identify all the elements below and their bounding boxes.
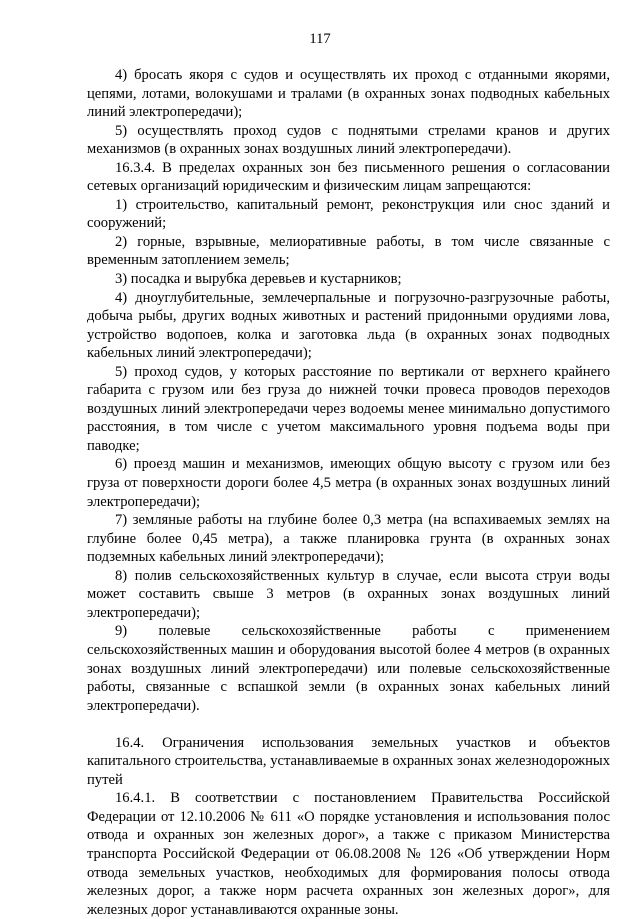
prohibition-item-3: 3) посадка и вырубка деревьев и кустарников; xyxy=(115,271,402,288)
prohibition-item-5: 5) проход судов, у которых расстояние по вертикали от верхнего крайнего габарита с грузом или без груза до нижней точки провеса проводов переходов воздушных линий электропередачи через водоемы менее минимально допустимого расстояния, в том числе с учетом максимального уровня подъема воды при паводке; xyxy=(87,363,610,454)
prohibition-item-9: 9) полевые сельскохозяйственные работы с применением сельскохозяйственных машин и оборудования высотой более 4 метров (в охранных зонах воздушных линий электропередачи) или полевые сельскохозяйственные работы, связанные с вспашкой земли (в охранных зонах кабельных линий электропередачи). xyxy=(87,623,610,714)
prohibition-item-4: 4) дноуглубительные, землечерпальные и погрузочно-разгрузочные работы, добыча рыбы, других водных животных и растений придонными орудиями лова, устройство водопоев, колка и заготовка льда (в охранных зонах подводных кабельных линий электропередачи); xyxy=(87,289,610,362)
prohibition-item-2: 2) горные, взрывные, мелиоративные работы, в том числе связанные с временным затоплением земель; xyxy=(87,233,610,269)
prohibition-item-8: 8) полив сельскохозяйственных культур в случае, если высота струи воды может составить свыше 3 метров (в охранных зонах воздушных линий электропередачи); xyxy=(87,567,610,621)
prohibition-item-1: 1) строительство, капитальный ремонт, реконструкция или снос зданий и сооружений; xyxy=(87,196,610,232)
prohibition-item-7: 7) земляные работы на глубине более 0,3 метра (на вспахиваемых землях на глубине более 0,45 метра), а также планировка грунта (в охранных зонах подземных кабельных линий электропередачи); xyxy=(87,512,610,566)
clause-16-3-4: 16.3.4. В пределах охранных зон без письменного решения о согласовании сетевых организаций юридическим и физическим лицам запрещаются: xyxy=(87,159,610,195)
section-16-4-heading: 16.4. Ограничения использования земельных участков и объектов капитального строительства, устанавливаемые в охранных зонах железнодорожных путей xyxy=(87,734,610,788)
list-item-5-vessels-cranes: 5) осуществлять проход судов с поднятыми стрелами кранов и других механизмов (в охранных зонах воздушных линий электропередачи). xyxy=(87,122,610,158)
list-item-4-anchors: 4) бросать якоря с судов и осуществлять их проход с отданными якорями, цепями, лотами, волокушами и тралами (в охранных зонах подводных кабельных линий электропередачи); xyxy=(87,67,610,121)
page-number: 117 xyxy=(309,31,331,47)
clause-16-4-1: 16.4.1. В соответствии с постановлением Правительства Российской Федерации от 12.10.2006 № 611 «О порядке установления и использования полос отвода и охранных зон железных дорог», а также с приказом Министерства транспорта Российской Федерации от 06.08.2008 № 126 «Об утверждении Норм отвода земельных участков, необходимых для формирования полосы отвода железных дорог, а также норм расчета охранных зон железных дорог», для железных дорог устанавливаются охранные зоны. xyxy=(87,790,610,918)
document-body xyxy=(87,66,610,919)
prohibition-item-6: 6) проезд машин и механизмов, имеющих общую высоту с грузом или без груза от поверхности дороги более 4,5 метра (в охранных зонах воздушных линий электропередачи); xyxy=(87,456,610,510)
